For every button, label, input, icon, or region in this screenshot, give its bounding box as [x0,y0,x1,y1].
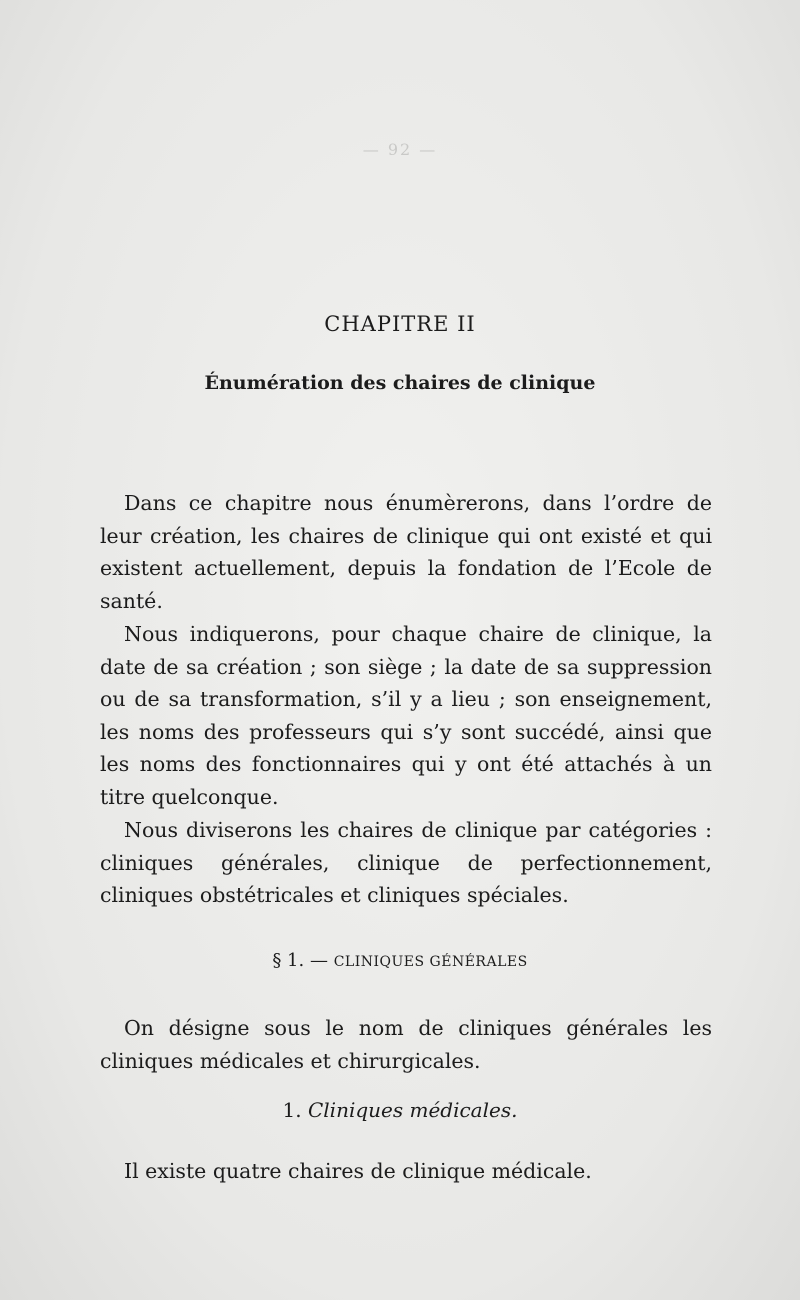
chapter-title: Énumération des chaires de clinique [204,372,596,394]
subsection-title: Cliniques médicales. [307,1098,518,1122]
section-dash: — [309,950,328,971]
paragraph-text: Dans ce chapitre nous énumèrerons, dans l’ordre de leur création, les chaires de clinique qui ont existé et qui existent actuellement, depuis la fondation de l’Ecole de santé. [100,491,712,613]
paragraph-text: On désigne sous le nom de cliniques générales les cliniques médicales et chirurgicales. [100,1016,712,1073]
paragraph-section [100,1012,712,1077]
subsection-number: 1. [282,1098,302,1122]
paragraph-text: Nous indiquerons, pour chaque chaire de clinique, la date de sa création ; son siège ; la date de sa suppression ou de sa transformation, s’il y a lieu ; son enseignement, les noms des professeurs qui s’y sont succédé, ainsi que les noms des fonctionnaires qui y ont été attachés à un titre quelconque. [100,622,712,809]
paragraph-text: Nous diviserons les chaires de clinique par catégories : cliniques générales, clinique de perfectionnement, cliniques obstétricales et cliniques spéciales. [100,818,712,907]
paragraph-details [100,618,712,813]
subsection-heading [0,1098,800,1122]
section-title: CLINIQUES GÉNÉRALES [333,954,528,970]
chapter-heading: CHAPITRE II [324,312,476,336]
paragraph-last [100,1155,712,1188]
page-number: — 92 — [362,140,438,159]
section-heading [0,950,800,971]
paragraph-categories [100,814,712,912]
paragraph-text: Il existe quatre chaires de clinique médicale. [124,1159,592,1183]
section-number: § 1. [272,950,305,971]
paragraph-intro [100,487,712,617]
